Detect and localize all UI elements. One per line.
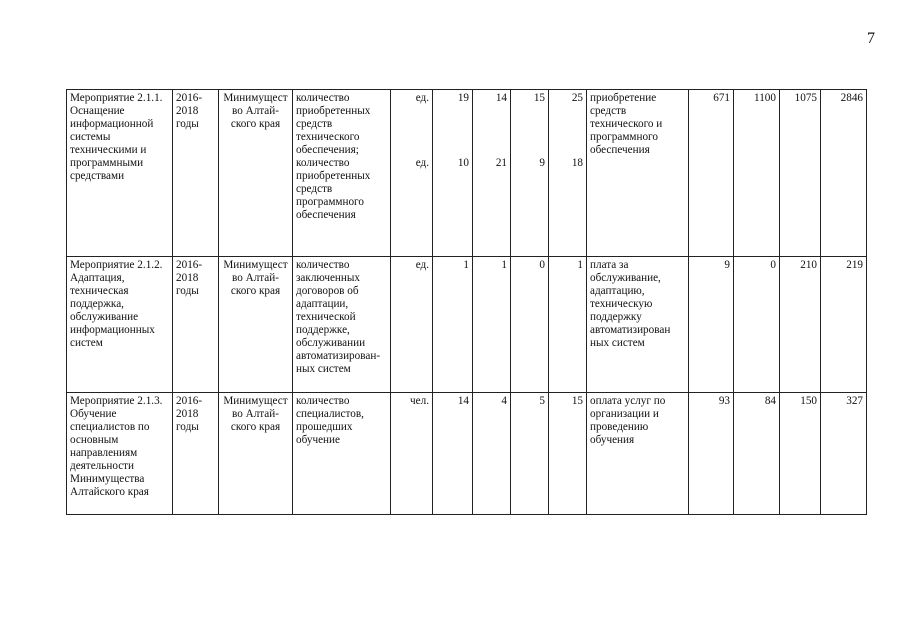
- value-cell: 14: [433, 393, 473, 515]
- direction-cell: плата за обслуживание, адаптацию, техническую поддержку автоматизирован ных систем: [587, 257, 689, 393]
- table-row: [67, 90, 867, 257]
- indicator-cell: количество специалистов, прошедших обучение: [293, 393, 391, 515]
- cost-cell: 210: [780, 257, 821, 393]
- indicator-cell: количество заключенных договоров об адаптации, технической поддержке, обслуживании автоматизирован- ных систем: [293, 257, 391, 393]
- unit-cell: ед. ед.: [391, 90, 433, 257]
- event-cell: Мероприятие 2.1.1. Оснащение информационной системы техническими и программными средствами: [67, 90, 173, 257]
- program-events-table: [66, 89, 867, 515]
- value-cell: 1: [473, 257, 511, 393]
- value-cell: 1: [433, 257, 473, 393]
- event-cell: Мероприятие 2.1.3. Обучение специалистов по основным направлениям деятельности Минимущества Алтайского края: [67, 393, 173, 515]
- cost-cell: 84: [734, 393, 780, 515]
- value-cell: 4: [473, 393, 511, 515]
- cost-cell: 150: [780, 393, 821, 515]
- cost-cell: 1100: [734, 90, 780, 257]
- value-cell: 0: [511, 257, 549, 393]
- value-cell: 1: [549, 257, 587, 393]
- direction-cell: приобретение средств технического и программного обеспечения: [587, 90, 689, 257]
- period-cell: 2016- 2018 годы: [173, 393, 219, 515]
- executor-cell: Минимущест во Алтай- ского края: [219, 90, 293, 257]
- table-row: [67, 393, 867, 515]
- cost-cell: 0: [734, 257, 780, 393]
- value-cell: 15 9: [511, 90, 549, 257]
- value-cell: 25 18: [549, 90, 587, 257]
- value-cell: 14 21: [473, 90, 511, 257]
- page-number: 7: [867, 30, 875, 47]
- cost-cell: 671: [689, 90, 734, 257]
- value-cell: 5: [511, 393, 549, 515]
- period-cell: 2016- 2018 годы: [173, 90, 219, 257]
- indicator-cell: количество приобретенных средств технического обеспечения; количество приобретенных средств программного обеспечения: [293, 90, 391, 257]
- cost-cell: 219: [821, 257, 867, 393]
- unit-cell: чел.: [391, 393, 433, 515]
- value-cell: 15: [549, 393, 587, 515]
- table-row: [67, 257, 867, 393]
- cost-cell: 327: [821, 393, 867, 515]
- direction-cell: оплата услуг по организации и проведению обучения: [587, 393, 689, 515]
- value-cell: 19 10: [433, 90, 473, 257]
- unit-cell: ед.: [391, 257, 433, 393]
- cost-cell: 93: [689, 393, 734, 515]
- event-cell: Мероприятие 2.1.2. Адаптация, техническая поддержка, обслуживание информационных систем: [67, 257, 173, 393]
- period-cell: 2016- 2018 годы: [173, 257, 219, 393]
- executor-cell: Минимущест во Алтай- ского края: [219, 257, 293, 393]
- cost-cell: 9: [689, 257, 734, 393]
- executor-cell: Минимущест во Алтай- ского края: [219, 393, 293, 515]
- cost-cell: 2846: [821, 90, 867, 257]
- cost-cell: 1075: [780, 90, 821, 257]
